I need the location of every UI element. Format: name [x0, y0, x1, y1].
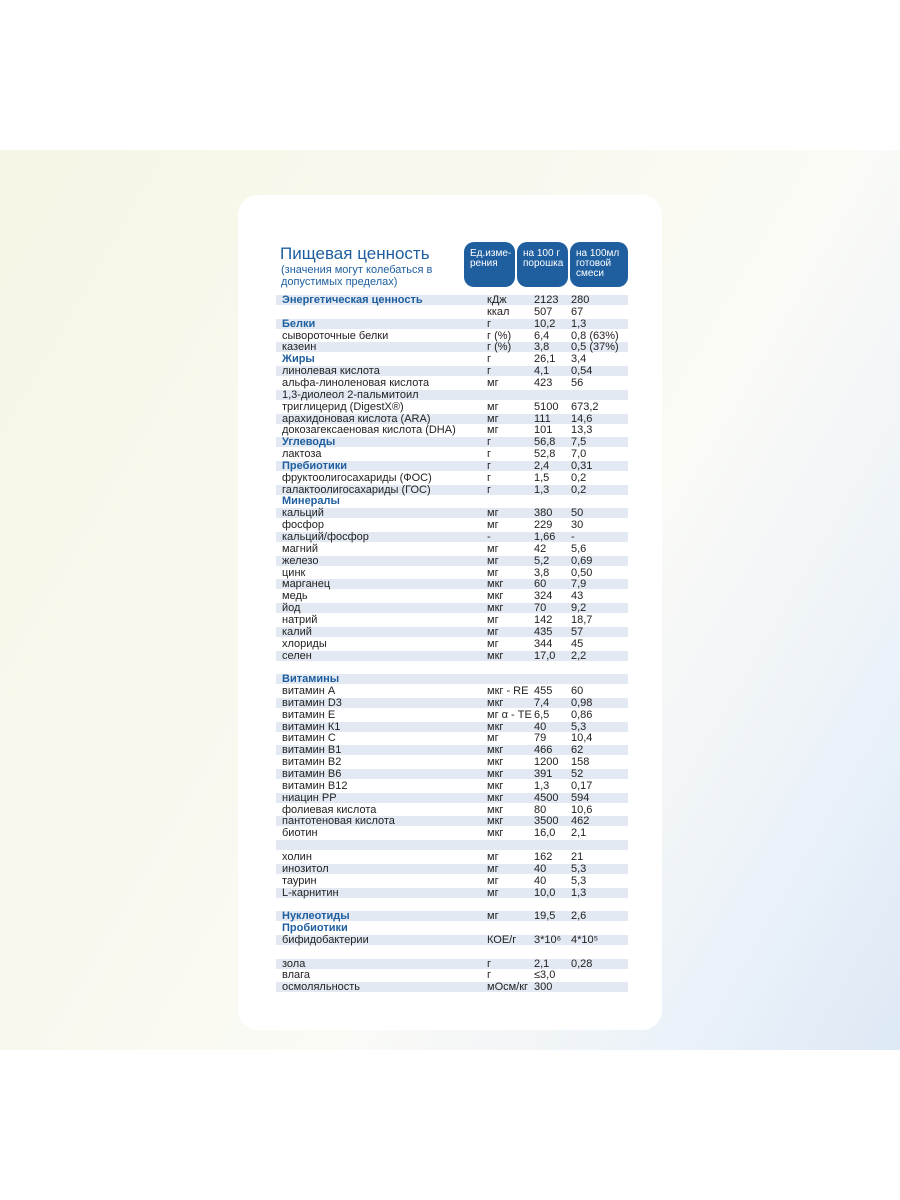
section-row [0, 294, 900, 306]
per-100g-cell: 5100 [534, 400, 559, 413]
table-row [0, 804, 900, 816]
per-100ml-cell: 52 [571, 768, 584, 780]
per-100g-cell: 56,8 [534, 436, 556, 449]
section-row [0, 910, 900, 922]
per-100g-cell: 142 [534, 613, 553, 626]
unit-cell: мкг [487, 744, 504, 757]
nutrient-name: кальций [282, 507, 324, 520]
nutrient-name: хлориды [282, 637, 327, 650]
table-row [0, 709, 900, 721]
per-100ml-cell: 0,69 [571, 554, 593, 567]
per-100ml-cell: 21 [571, 850, 584, 863]
per-100ml-cell: 14,6 [571, 412, 593, 425]
unit-cell: мг [487, 566, 499, 579]
per-100g-cell: 3,8 [534, 566, 550, 579]
nutrient-name: арахидоновая кислота (ARA) [282, 412, 431, 425]
per-100g-cell: 10,0 [534, 886, 556, 899]
nutrient-name: фруктоолигосахариды (ФОС) [282, 471, 432, 484]
per-100g-cell: 4,1 [534, 365, 550, 378]
per-100ml-cell: 3,4 [571, 353, 587, 366]
unit-cell: мг [487, 625, 499, 638]
nutrient-name: витамин С [282, 732, 336, 745]
section-row [0, 353, 900, 365]
per-100ml-cell: 7,5 [571, 436, 587, 449]
table-row [0, 898, 900, 910]
table-row [0, 981, 900, 993]
unit-cell: г [487, 448, 492, 461]
table-row [0, 934, 900, 946]
unit-cell: г (%) [487, 329, 512, 342]
unit-cell: мкг - RE [487, 685, 529, 698]
table-row [0, 602, 900, 614]
table-row [0, 567, 900, 579]
table-row [0, 626, 900, 638]
unit-cell: г [487, 459, 492, 472]
nutrient-name: йод [282, 602, 301, 615]
unit-cell: мг [487, 554, 499, 567]
nutrient-name: линолевая кислота [282, 365, 380, 378]
per-100ml-cell: 2,1 [571, 827, 587, 840]
unit-cell: - [487, 531, 491, 543]
table-row [0, 744, 900, 756]
per-100ml-cell: 0,50 [571, 566, 593, 579]
per-100g-cell: 111 [534, 412, 551, 425]
nutrient-name: бифидобактерии [282, 933, 369, 946]
unit-cell: мг [487, 376, 499, 389]
per-100g-cell: 344 [534, 637, 553, 650]
nutrient-name: осмоляльность [282, 981, 361, 994]
table-row [0, 732, 900, 744]
column-header-per-100ml-label: на 100мл готовой смеси [576, 248, 620, 279]
per-100ml-cell: 158 [571, 756, 590, 769]
unit-cell: г [487, 353, 492, 366]
unit-cell: мг [487, 910, 499, 923]
per-100ml-cell: 56 [571, 376, 584, 389]
per-100g-cell: 19,5 [534, 910, 556, 923]
per-100ml-cell: 45 [571, 637, 584, 650]
nutrient-name: докозагексаеновая кислота (DHA) [282, 424, 456, 437]
nutrient-name: 1,3-диолеол 2-пальмитоил [282, 388, 419, 401]
table-row [0, 472, 900, 484]
table-row [0, 555, 900, 567]
per-100ml-cell: 0,17 [571, 779, 593, 792]
table-row [0, 341, 900, 353]
unit-cell: мг [487, 519, 499, 532]
per-100g-cell: 3,8 [534, 341, 550, 354]
per-100g-cell: 40 [534, 720, 547, 733]
table-row [0, 413, 900, 425]
nutrient-name: лактоза [282, 448, 322, 461]
nutrient-name: триглицерид (DigestX®) [282, 400, 404, 413]
unit-cell: КОЕ/г [487, 933, 517, 946]
unit-cell: мкг [487, 756, 504, 769]
per-100g-cell: 229 [534, 519, 553, 532]
unit-cell: мг [487, 613, 499, 626]
per-100g-cell: 324 [534, 590, 553, 603]
nutrient-name: зола [282, 957, 306, 970]
unit-cell: г [487, 436, 492, 449]
nutrient-name: витамин А [282, 685, 336, 698]
column-header-per-100g [517, 242, 568, 287]
nutrient-name: инозитол [282, 862, 329, 875]
per-100g-cell: ≤3,0 [534, 969, 556, 982]
per-100g-cell: 507 [534, 305, 553, 318]
column-header-per-100ml [570, 242, 628, 287]
per-100ml-cell: 673,2 [571, 400, 599, 413]
section-row [0, 460, 900, 472]
section-row [0, 318, 900, 330]
nutrient-name: влага [282, 969, 311, 982]
per-100ml-cell: 5,3 [571, 720, 587, 733]
nutrient-name: галактоолигосахариды (ГОС) [282, 483, 431, 496]
unit-cell: г [487, 969, 492, 982]
table-row [0, 401, 900, 413]
table-row [0, 330, 900, 342]
nutrient-name: селен [282, 649, 312, 662]
table-row [0, 306, 900, 318]
table-row [0, 377, 900, 389]
nutrient-name: фосфор [282, 519, 324, 532]
per-100ml-cell: 594 [571, 791, 590, 804]
per-100g-cell: 455 [534, 685, 553, 698]
column-header-unit [464, 242, 515, 287]
unit-cell: мг [487, 507, 499, 520]
per-100g-cell: 391 [534, 768, 553, 780]
per-100ml-cell: 2,2 [571, 649, 587, 662]
nutrient-name: сывороточные белки [282, 329, 389, 342]
per-100ml-cell: 13,3 [571, 424, 593, 437]
nutrient-name: цинк [282, 566, 306, 579]
table-row [0, 650, 900, 662]
per-100g-cell: 1200 [534, 756, 559, 769]
nutrient-name: L-карнитин [282, 886, 339, 899]
per-100ml-cell: 0,98 [571, 696, 593, 709]
unit-cell: мг [487, 400, 499, 413]
table-row [0, 721, 900, 733]
per-100g-cell: 380 [534, 507, 553, 520]
unit-cell: мг [487, 412, 499, 425]
per-100g-cell: 300 [534, 981, 553, 994]
per-100g-cell: 79 [534, 732, 547, 745]
table-row [0, 863, 900, 875]
nutrient-name: витамин D3 [282, 696, 342, 709]
unit-cell: мкг [487, 815, 504, 828]
table-row [0, 638, 900, 650]
nutrient-name: железо [282, 554, 319, 567]
nutrient-name: натрий [282, 613, 318, 626]
unit-cell: мг [487, 542, 499, 555]
per-100ml-cell: 0,28 [571, 957, 593, 970]
table-row [0, 969, 900, 981]
unit-cell: мкг [487, 803, 504, 816]
table-row [0, 768, 900, 780]
table-row [0, 448, 900, 460]
unit-cell: г [487, 957, 492, 970]
table-row [0, 614, 900, 626]
per-100g-cell: 423 [534, 376, 553, 389]
unit-cell: мг α - TE [487, 708, 532, 721]
nutrient-name: Углеводы [282, 436, 336, 449]
nutrient-name: витамин В12 [282, 779, 348, 792]
table-row [0, 697, 900, 709]
nutrient-name: медь [282, 590, 308, 603]
table-row [0, 531, 900, 543]
table-row [0, 389, 900, 401]
per-100ml-cell: 0,2 [571, 483, 587, 496]
table-row [0, 815, 900, 827]
per-100ml-cell: 280 [571, 294, 590, 306]
column-header-unit-label: Ед.изме- рения [470, 248, 512, 269]
per-100g-cell: 6,4 [534, 329, 550, 342]
per-100g-cell: 52,8 [534, 448, 556, 461]
nutrient-name: витамин Е [282, 708, 336, 721]
table-row [0, 543, 900, 555]
nutrient-name: Жиры [282, 353, 315, 366]
nutrient-name: биотин [282, 827, 318, 840]
per-100ml-cell: 0,54 [571, 365, 593, 378]
unit-cell: мкг [487, 720, 504, 733]
table-row [0, 519, 900, 531]
per-100g-cell: 80 [534, 803, 547, 816]
per-100g-cell: 435 [534, 625, 553, 638]
per-100ml-cell: 9,2 [571, 602, 587, 615]
nutrient-name: калий [282, 625, 312, 638]
nutrient-name: Пробиотики [282, 922, 348, 935]
table-row [0, 365, 900, 377]
nutrient-name: витамин В6 [282, 768, 342, 780]
section-row [0, 495, 900, 507]
per-100g-cell: 10,2 [534, 317, 556, 330]
unit-cell: мг [487, 886, 499, 899]
unit-cell: г [487, 365, 492, 378]
unit-cell: мг [487, 874, 499, 887]
per-100g-cell: 2,4 [534, 459, 550, 472]
nutrient-name: Нуклеотиды [282, 910, 350, 923]
table-row [0, 839, 900, 851]
unit-cell: мг [487, 732, 499, 745]
nutrient-name: Минералы [282, 495, 340, 508]
section-row [0, 436, 900, 448]
unit-cell: г [487, 471, 492, 484]
per-100g-cell: 26,1 [534, 353, 556, 366]
table-row [0, 484, 900, 496]
nutrient-name: магний [282, 542, 319, 555]
nutrient-name: таурин [282, 874, 317, 887]
nutrient-name: витамин В2 [282, 756, 342, 769]
table-row [0, 827, 900, 839]
per-100g-cell: 4500 [534, 791, 559, 804]
nutrient-name: пантотеновая кислота [282, 815, 395, 828]
per-100ml-cell: 50 [571, 507, 584, 520]
per-100g-cell: 466 [534, 744, 553, 757]
per-100g-cell: 3500 [534, 815, 559, 828]
page-title: Пищевая ценность [280, 244, 430, 263]
table-row [0, 590, 900, 602]
per-100ml-cell: 7,0 [571, 448, 587, 461]
nutrient-name: Витамины [282, 673, 340, 686]
unit-cell: мкг [487, 768, 504, 780]
unit-cell: мкг [487, 791, 504, 804]
table-row [0, 424, 900, 436]
nutrient-name: ниацин РР [282, 791, 337, 804]
per-100ml-cell: 0,86 [571, 708, 593, 721]
table-row [0, 685, 900, 697]
nutrient-name: Белки [282, 317, 316, 330]
per-100ml-cell: - [571, 531, 575, 543]
per-100g-cell: 16,0 [534, 827, 556, 840]
per-100ml-cell: 5,3 [571, 862, 587, 875]
per-100ml-cell: 1,3 [571, 886, 587, 899]
nutrient-name: марганец [282, 578, 331, 591]
per-100ml-cell: 60 [571, 685, 584, 698]
unit-cell: мг [487, 862, 499, 875]
per-100ml-cell: 5,3 [571, 874, 587, 887]
per-100ml-cell: 0,5 (37%) [571, 341, 619, 354]
per-100ml-cell: 4*10⁵ [571, 933, 599, 946]
unit-cell: мкг [487, 649, 504, 662]
unit-cell: кДж [487, 294, 507, 306]
per-100ml-cell: 0,31 [571, 459, 593, 472]
nutrient-name: холин [282, 850, 312, 863]
nutrient-name: альфа-линоленовая кислота [282, 376, 430, 389]
per-100g-cell: 17,0 [534, 649, 556, 662]
table-row [0, 958, 900, 970]
unit-cell: мкг [487, 602, 504, 615]
per-100g-cell: 40 [534, 874, 547, 887]
table-row [0, 875, 900, 887]
per-100g-cell: 42 [534, 542, 547, 555]
per-100ml-cell: 462 [571, 815, 590, 828]
per-100ml-cell: 67 [571, 305, 584, 318]
unit-cell: мкг [487, 590, 504, 603]
per-100ml-cell: 10,6 [571, 803, 593, 816]
table-row [0, 578, 900, 590]
unit-cell: мкг [487, 827, 504, 840]
per-100ml-cell: 0,2 [571, 471, 587, 484]
table-row [0, 792, 900, 804]
per-100ml-cell: 10,4 [571, 732, 593, 745]
nutrient-name: витамин К1 [282, 720, 341, 733]
unit-cell: г [487, 483, 492, 496]
per-100g-cell: 1,3 [534, 779, 550, 792]
unit-cell: мг [487, 424, 499, 437]
unit-cell: мкг [487, 696, 504, 709]
per-100ml-cell: 57 [571, 625, 584, 638]
unit-cell: мг [487, 637, 499, 650]
per-100ml-cell: 18,7 [571, 613, 593, 626]
page-subtitle: (значения могут колебаться в допустимых пределах) [281, 264, 433, 288]
nutrient-name: Энергетическая ценность [282, 294, 423, 306]
per-100g-cell: 2123 [534, 294, 559, 306]
table-row [0, 661, 900, 673]
per-100ml-cell: 5,6 [571, 542, 587, 555]
per-100g-cell: 162 [534, 850, 553, 863]
per-100g-cell: 40 [534, 862, 547, 875]
per-100g-cell: 3*10⁶ [534, 933, 562, 946]
per-100g-cell: 70 [534, 602, 547, 615]
per-100g-cell: 5,2 [534, 554, 550, 567]
section-row [0, 673, 900, 685]
nutrient-name: витамин В1 [282, 744, 342, 757]
unit-cell: мОсм/кг [487, 981, 529, 994]
per-100ml-cell: 2,6 [571, 910, 587, 923]
per-100g-cell: 1,5 [534, 471, 550, 484]
per-100g-cell: 6,5 [534, 708, 550, 721]
per-100ml-cell: 43 [571, 590, 584, 603]
per-100ml-cell: 62 [571, 744, 584, 757]
unit-cell: г [487, 317, 492, 330]
nutrient-name: Пребиотики [282, 459, 348, 472]
unit-cell: мкг [487, 779, 504, 792]
nutrient-name: кальций/фосфор [282, 531, 369, 543]
unit-cell: мг [487, 850, 499, 863]
nutrient-name: фолиевая кислота [282, 803, 377, 816]
per-100g-cell: 7,4 [534, 696, 550, 709]
section-row [0, 922, 900, 934]
per-100g-cell: 60 [534, 578, 547, 591]
nutrient-name: казеин [282, 341, 317, 354]
table-row [0, 780, 900, 792]
per-100ml-cell: 1,3 [571, 317, 587, 330]
per-100g-cell: 1,66 [534, 531, 556, 543]
column-header-per-100g-label: на 100 г порошка [523, 248, 564, 269]
per-100g-cell: 2,1 [534, 957, 550, 970]
per-100ml-cell: 0,8 (63%) [571, 329, 619, 342]
unit-cell: г (%) [487, 341, 512, 354]
unit-cell: ккал [487, 305, 510, 318]
table-row [0, 507, 900, 519]
table-row [0, 946, 900, 958]
table-row [0, 887, 900, 899]
per-100g-cell: 101 [534, 424, 553, 437]
per-100g-cell: 1,3 [534, 483, 550, 496]
table-row [0, 851, 900, 863]
per-100ml-cell: 30 [571, 519, 584, 532]
table-row [0, 756, 900, 768]
per-100ml-cell: 7,9 [571, 578, 587, 591]
unit-cell: мкг [487, 578, 504, 591]
